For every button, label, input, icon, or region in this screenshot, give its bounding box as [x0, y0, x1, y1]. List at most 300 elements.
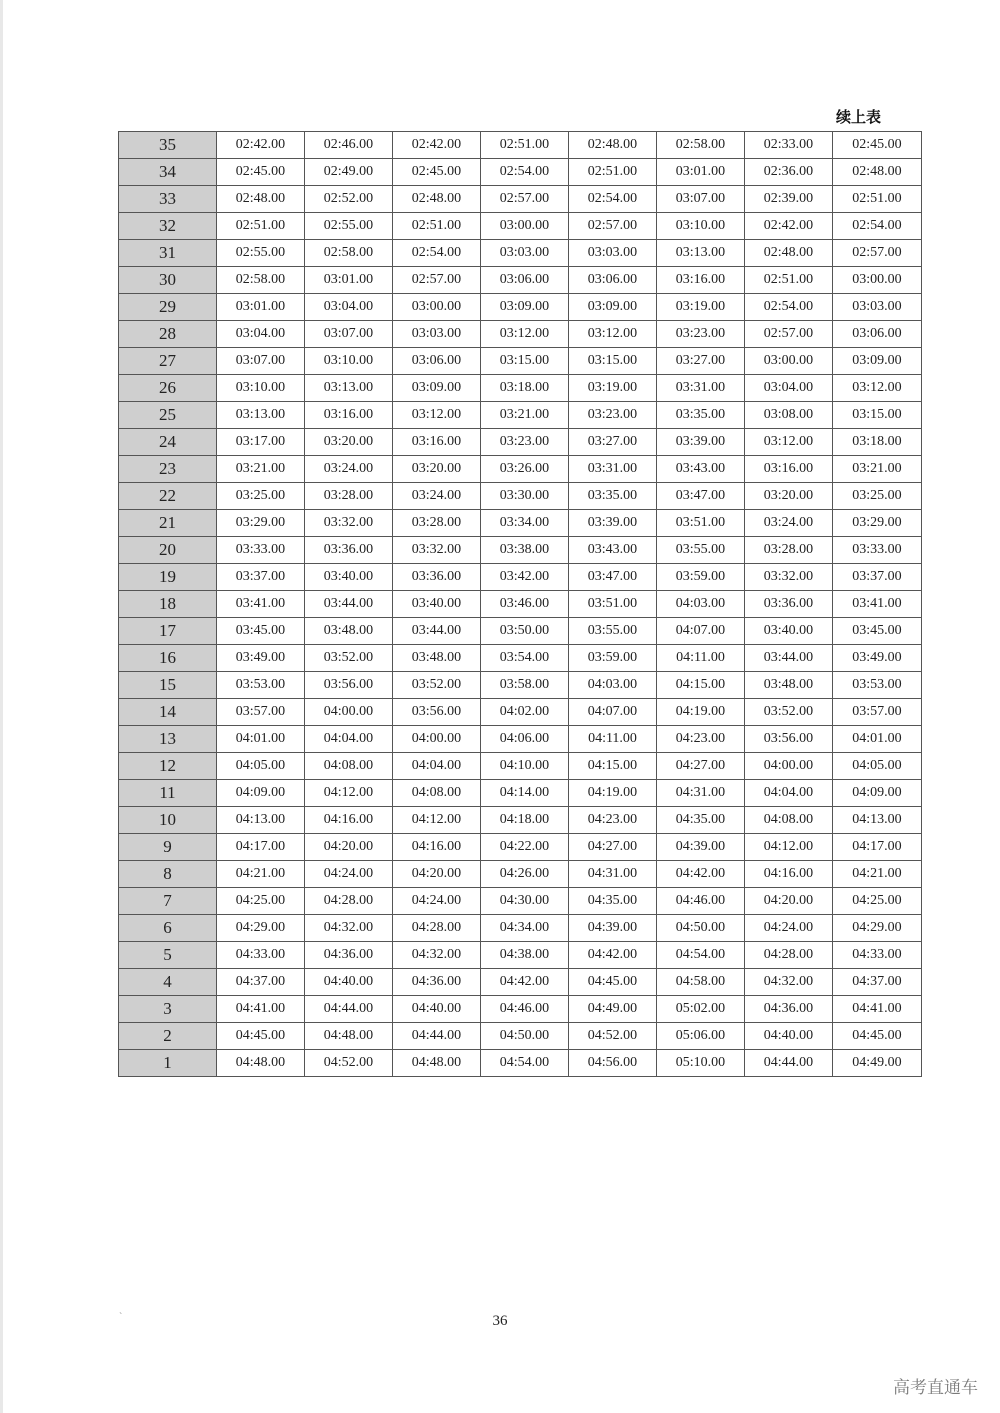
time-cell: 03:07.00: [217, 348, 305, 375]
time-cell: 03:20.00: [745, 483, 833, 510]
time-cell: 04:24.00: [393, 888, 481, 915]
table-row: [119, 537, 922, 564]
time-cell: 03:49.00: [217, 645, 305, 672]
time-cell: 03:09.00: [481, 294, 569, 321]
table-row: [119, 564, 922, 591]
score-cell: 10: [119, 807, 217, 834]
time-cell: 02:33.00: [745, 132, 833, 159]
time-cell: 04:00.00: [393, 726, 481, 753]
time-cell: 02:45.00: [393, 159, 481, 186]
time-cell: 04:45.00: [569, 969, 657, 996]
score-cell: 34: [119, 159, 217, 186]
time-cell: 03:40.00: [393, 591, 481, 618]
time-cell: 04:00.00: [745, 753, 833, 780]
table-row: [119, 456, 922, 483]
score-cell: 28: [119, 321, 217, 348]
score-cell: 25: [119, 402, 217, 429]
time-cell: 03:48.00: [305, 618, 393, 645]
score-table-body: [119, 132, 922, 1077]
time-cell: 03:28.00: [745, 537, 833, 564]
time-cell: 03:12.00: [745, 429, 833, 456]
score-cell: 26: [119, 375, 217, 402]
time-cell: 04:16.00: [393, 834, 481, 861]
time-cell: 04:18.00: [481, 807, 569, 834]
time-cell: 02:54.00: [745, 294, 833, 321]
time-cell: 04:52.00: [305, 1050, 393, 1077]
time-cell: 03:09.00: [569, 294, 657, 321]
time-cell: 03:21.00: [217, 456, 305, 483]
score-cell: 3: [119, 996, 217, 1023]
time-cell: 02:51.00: [569, 159, 657, 186]
time-cell: 04:16.00: [745, 861, 833, 888]
time-cell: 03:20.00: [393, 456, 481, 483]
time-cell: 03:06.00: [481, 267, 569, 294]
table-row: [119, 618, 922, 645]
time-cell: 04:36.00: [305, 942, 393, 969]
time-cell: 03:01.00: [217, 294, 305, 321]
time-cell: 03:55.00: [569, 618, 657, 645]
score-cell: 35: [119, 132, 217, 159]
time-cell: 03:41.00: [217, 591, 305, 618]
score-cell: 32: [119, 213, 217, 240]
time-cell: 02:39.00: [745, 186, 833, 213]
time-cell: 02:54.00: [481, 159, 569, 186]
time-cell: 04:13.00: [833, 807, 922, 834]
score-cell: 11: [119, 780, 217, 807]
time-cell: 04:20.00: [393, 861, 481, 888]
time-cell: 03:40.00: [745, 618, 833, 645]
time-cell: 03:57.00: [833, 699, 922, 726]
time-cell: 04:32.00: [305, 915, 393, 942]
time-cell: 02:55.00: [217, 240, 305, 267]
time-cell: 03:23.00: [657, 321, 745, 348]
time-cell: 03:01.00: [305, 267, 393, 294]
score-cell: 8: [119, 861, 217, 888]
time-cell: 03:27.00: [657, 348, 745, 375]
time-cell: 04:44.00: [745, 1050, 833, 1077]
time-cell: 04:24.00: [305, 861, 393, 888]
time-cell: 04:14.00: [481, 780, 569, 807]
time-cell: 02:48.00: [569, 132, 657, 159]
time-cell: 03:51.00: [569, 591, 657, 618]
time-cell: 02:48.00: [217, 186, 305, 213]
time-cell: 03:10.00: [305, 348, 393, 375]
time-cell: 02:49.00: [305, 159, 393, 186]
score-cell: 19: [119, 564, 217, 591]
time-cell: 03:12.00: [393, 402, 481, 429]
table-row: [119, 294, 922, 321]
score-cell: 7: [119, 888, 217, 915]
time-cell: 03:24.00: [305, 456, 393, 483]
time-cell: 03:47.00: [569, 564, 657, 591]
time-cell: 04:34.00: [481, 915, 569, 942]
time-cell: 04:36.00: [745, 996, 833, 1023]
time-cell: 03:24.00: [745, 510, 833, 537]
time-cell: 04:28.00: [305, 888, 393, 915]
time-cell: 03:24.00: [393, 483, 481, 510]
time-cell: 03:36.00: [305, 537, 393, 564]
time-cell: 03:32.00: [305, 510, 393, 537]
time-cell: 04:03.00: [657, 591, 745, 618]
time-cell: 04:31.00: [569, 861, 657, 888]
time-cell: 03:25.00: [833, 483, 922, 510]
time-cell: 03:56.00: [745, 726, 833, 753]
time-cell: 03:53.00: [833, 672, 922, 699]
time-cell: 02:48.00: [393, 186, 481, 213]
time-cell: 04:41.00: [833, 996, 922, 1023]
time-cell: 02:45.00: [217, 159, 305, 186]
table-row: [119, 483, 922, 510]
time-cell: 04:04.00: [745, 780, 833, 807]
time-cell: 03:45.00: [833, 618, 922, 645]
table-row: [119, 402, 922, 429]
time-cell: 04:20.00: [745, 888, 833, 915]
table-row: [119, 213, 922, 240]
time-cell: 03:00.00: [393, 294, 481, 321]
time-cell: 04:35.00: [569, 888, 657, 915]
score-cell: 13: [119, 726, 217, 753]
score-cell: 31: [119, 240, 217, 267]
time-cell: 04:20.00: [305, 834, 393, 861]
time-cell: 04:56.00: [569, 1050, 657, 1077]
time-cell: 03:30.00: [481, 483, 569, 510]
time-cell: 04:52.00: [569, 1023, 657, 1050]
page-edge: [0, 0, 3, 1413]
time-cell: 03:20.00: [305, 429, 393, 456]
time-cell: 03:51.00: [657, 510, 745, 537]
time-cell: 03:36.00: [745, 591, 833, 618]
time-cell: 03:32.00: [745, 564, 833, 591]
time-cell: 04:19.00: [657, 699, 745, 726]
stray-mark: `: [119, 1312, 123, 1323]
time-cell: 03:15.00: [833, 402, 922, 429]
time-cell: 03:37.00: [833, 564, 922, 591]
table-row: [119, 321, 922, 348]
time-cell: 03:38.00: [481, 537, 569, 564]
table-row: [119, 996, 922, 1023]
time-cell: 03:16.00: [305, 402, 393, 429]
time-cell: 04:38.00: [481, 942, 569, 969]
time-cell: 04:32.00: [745, 969, 833, 996]
time-cell: 04:05.00: [217, 753, 305, 780]
time-cell: 03:49.00: [833, 645, 922, 672]
time-cell: 04:40.00: [745, 1023, 833, 1050]
score-cell: 12: [119, 753, 217, 780]
score-cell: 15: [119, 672, 217, 699]
time-cell: 04:08.00: [305, 753, 393, 780]
time-cell: 04:13.00: [217, 807, 305, 834]
time-cell: 04:02.00: [481, 699, 569, 726]
time-cell: 02:55.00: [305, 213, 393, 240]
time-cell: 03:52.00: [745, 699, 833, 726]
time-cell: 04:12.00: [393, 807, 481, 834]
table-row: [119, 861, 922, 888]
time-cell: 04:39.00: [569, 915, 657, 942]
time-cell: 03:29.00: [217, 510, 305, 537]
time-cell: 04:10.00: [481, 753, 569, 780]
time-cell: 02:52.00: [305, 186, 393, 213]
time-cell: 04:21.00: [217, 861, 305, 888]
time-cell: 03:16.00: [393, 429, 481, 456]
time-cell: 04:24.00: [745, 915, 833, 942]
time-cell: 03:57.00: [217, 699, 305, 726]
table-row: [119, 267, 922, 294]
time-cell: 03:06.00: [393, 348, 481, 375]
time-cell: 03:55.00: [657, 537, 745, 564]
time-cell: 03:56.00: [393, 699, 481, 726]
score-cell: 2: [119, 1023, 217, 1050]
time-cell: 04:08.00: [745, 807, 833, 834]
time-cell: 04:00.00: [305, 699, 393, 726]
time-cell: 04:09.00: [217, 780, 305, 807]
score-cell: 33: [119, 186, 217, 213]
time-cell: 03:54.00: [481, 645, 569, 672]
time-cell: 03:09.00: [393, 375, 481, 402]
time-cell: 04:06.00: [481, 726, 569, 753]
time-cell: 03:32.00: [393, 537, 481, 564]
time-cell: 04:54.00: [481, 1050, 569, 1077]
time-cell: 03:10.00: [217, 375, 305, 402]
time-cell: 04:46.00: [481, 996, 569, 1023]
time-cell: 04:41.00: [217, 996, 305, 1023]
time-cell: 03:04.00: [745, 375, 833, 402]
time-cell: 04:11.00: [569, 726, 657, 753]
table-row: [119, 348, 922, 375]
time-cell: 03:23.00: [569, 402, 657, 429]
score-cell: 5: [119, 942, 217, 969]
score-cell: 29: [119, 294, 217, 321]
table-row: [119, 645, 922, 672]
time-cell: 03:06.00: [833, 321, 922, 348]
time-cell: 04:37.00: [217, 969, 305, 996]
time-cell: 04:40.00: [305, 969, 393, 996]
time-cell: 03:00.00: [745, 348, 833, 375]
table-row: [119, 807, 922, 834]
time-cell: 02:45.00: [833, 132, 922, 159]
time-cell: 03:47.00: [657, 483, 745, 510]
time-cell: 04:35.00: [657, 807, 745, 834]
time-cell: 03:48.00: [393, 645, 481, 672]
time-cell: 04:11.00: [657, 645, 745, 672]
time-cell: 03:59.00: [569, 645, 657, 672]
time-cell: 03:23.00: [481, 429, 569, 456]
time-cell: 03:36.00: [393, 564, 481, 591]
time-cell: 04:26.00: [481, 861, 569, 888]
score-cell: 23: [119, 456, 217, 483]
time-cell: 02:36.00: [745, 159, 833, 186]
time-cell: 04:08.00: [393, 780, 481, 807]
time-cell: 03:04.00: [217, 321, 305, 348]
time-cell: 03:03.00: [393, 321, 481, 348]
time-cell: 02:58.00: [217, 267, 305, 294]
time-cell: 04:58.00: [657, 969, 745, 996]
time-cell: 02:42.00: [745, 213, 833, 240]
time-cell: 03:44.00: [745, 645, 833, 672]
time-cell: 04:44.00: [393, 1023, 481, 1050]
time-cell: 04:48.00: [217, 1050, 305, 1077]
time-cell: 02:42.00: [393, 132, 481, 159]
time-cell: 03:09.00: [833, 348, 922, 375]
time-cell: 02:51.00: [481, 132, 569, 159]
time-cell: 03:58.00: [481, 672, 569, 699]
page-number: 36: [492, 1313, 508, 1329]
time-cell: 04:39.00: [657, 834, 745, 861]
time-cell: 04:01.00: [833, 726, 922, 753]
time-cell: 03:59.00: [657, 564, 745, 591]
score-table: [118, 131, 922, 1077]
time-cell: 04:22.00: [481, 834, 569, 861]
table-row: [119, 132, 922, 159]
time-cell: 02:48.00: [833, 159, 922, 186]
time-cell: 04:50.00: [657, 915, 745, 942]
time-cell: 03:03.00: [481, 240, 569, 267]
time-cell: 04:23.00: [569, 807, 657, 834]
time-cell: 04:12.00: [305, 780, 393, 807]
table-row: [119, 240, 922, 267]
time-cell: 02:46.00: [305, 132, 393, 159]
time-cell: 04:49.00: [833, 1050, 922, 1077]
table-row: [119, 834, 922, 861]
time-cell: 04:46.00: [657, 888, 745, 915]
time-cell: 02:51.00: [745, 267, 833, 294]
time-cell: 04:15.00: [657, 672, 745, 699]
time-cell: 03:00.00: [481, 213, 569, 240]
score-cell: 30: [119, 267, 217, 294]
table-row: [119, 888, 922, 915]
time-cell: 04:07.00: [657, 618, 745, 645]
time-cell: 02:54.00: [393, 240, 481, 267]
table-row: [119, 915, 922, 942]
time-cell: 03:43.00: [657, 456, 745, 483]
time-cell: 03:28.00: [305, 483, 393, 510]
time-cell: 02:57.00: [481, 186, 569, 213]
time-cell: 04:27.00: [657, 753, 745, 780]
time-cell: 03:19.00: [657, 294, 745, 321]
time-cell: 03:34.00: [481, 510, 569, 537]
score-cell: 24: [119, 429, 217, 456]
time-cell: 04:36.00: [393, 969, 481, 996]
time-cell: 04:44.00: [305, 996, 393, 1023]
table-row: [119, 969, 922, 996]
time-cell: 04:21.00: [833, 861, 922, 888]
time-cell: 03:21.00: [481, 402, 569, 429]
time-cell: 03:13.00: [217, 402, 305, 429]
score-cell: 6: [119, 915, 217, 942]
time-cell: 03:48.00: [745, 672, 833, 699]
table-continued-caption: 续上表: [836, 108, 882, 126]
time-cell: 04:28.00: [393, 915, 481, 942]
time-cell: 03:07.00: [305, 321, 393, 348]
time-cell: 04:23.00: [657, 726, 745, 753]
table-row: [119, 672, 922, 699]
time-cell: 04:03.00: [569, 672, 657, 699]
time-cell: 03:16.00: [745, 456, 833, 483]
time-cell: 03:04.00: [305, 294, 393, 321]
table-row: [119, 780, 922, 807]
time-cell: 03:03.00: [569, 240, 657, 267]
time-cell: 03:10.00: [657, 213, 745, 240]
time-cell: 03:42.00: [481, 564, 569, 591]
time-cell: 03:25.00: [217, 483, 305, 510]
time-cell: 04:25.00: [833, 888, 922, 915]
time-cell: 02:54.00: [569, 186, 657, 213]
time-cell: 03:16.00: [657, 267, 745, 294]
time-cell: 03:00.00: [833, 267, 922, 294]
time-cell: 04:28.00: [745, 942, 833, 969]
time-cell: 03:08.00: [745, 402, 833, 429]
time-cell: 04:50.00: [481, 1023, 569, 1050]
time-cell: 03:53.00: [217, 672, 305, 699]
table-row: [119, 942, 922, 969]
time-cell: 03:13.00: [657, 240, 745, 267]
score-cell: 16: [119, 645, 217, 672]
time-cell: 03:41.00: [833, 591, 922, 618]
time-cell: 04:05.00: [833, 753, 922, 780]
table-row: [119, 699, 922, 726]
time-cell: 03:15.00: [481, 348, 569, 375]
time-cell: 03:12.00: [833, 375, 922, 402]
time-cell: 03:18.00: [481, 375, 569, 402]
score-cell: 20: [119, 537, 217, 564]
table-row: [119, 510, 922, 537]
time-cell: 03:44.00: [305, 591, 393, 618]
time-cell: 04:30.00: [481, 888, 569, 915]
time-cell: 04:42.00: [481, 969, 569, 996]
time-cell: 04:25.00: [217, 888, 305, 915]
time-cell: 03:31.00: [657, 375, 745, 402]
table-row: [119, 186, 922, 213]
time-cell: 04:32.00: [393, 942, 481, 969]
time-cell: 03:39.00: [657, 429, 745, 456]
time-cell: 03:35.00: [569, 483, 657, 510]
time-cell: 04:07.00: [569, 699, 657, 726]
time-cell: 03:13.00: [305, 375, 393, 402]
score-cell: 18: [119, 591, 217, 618]
time-cell: 04:01.00: [217, 726, 305, 753]
time-cell: 03:07.00: [657, 186, 745, 213]
time-cell: 03:19.00: [569, 375, 657, 402]
score-cell: 17: [119, 618, 217, 645]
time-cell: 04:33.00: [217, 942, 305, 969]
time-cell: 02:54.00: [833, 213, 922, 240]
time-cell: 03:45.00: [217, 618, 305, 645]
time-cell: 03:31.00: [569, 456, 657, 483]
time-cell: 02:48.00: [745, 240, 833, 267]
time-cell: 03:01.00: [657, 159, 745, 186]
time-cell: 03:27.00: [569, 429, 657, 456]
score-cell: 22: [119, 483, 217, 510]
table-row: [119, 1023, 922, 1050]
time-cell: 02:51.00: [833, 186, 922, 213]
time-cell: 04:19.00: [569, 780, 657, 807]
time-cell: 03:17.00: [217, 429, 305, 456]
time-cell: 03:12.00: [481, 321, 569, 348]
time-cell: 02:51.00: [217, 213, 305, 240]
score-cell: 27: [119, 348, 217, 375]
watermark: 高考直通车: [893, 1378, 978, 1398]
time-cell: 04:54.00: [657, 942, 745, 969]
time-cell: 03:37.00: [217, 564, 305, 591]
time-cell: 03:26.00: [481, 456, 569, 483]
time-cell: 04:31.00: [657, 780, 745, 807]
time-cell: 04:29.00: [833, 915, 922, 942]
time-cell: 04:37.00: [833, 969, 922, 996]
time-cell: 04:45.00: [217, 1023, 305, 1050]
time-cell: 03:52.00: [305, 645, 393, 672]
table-row: [119, 429, 922, 456]
time-cell: 05:02.00: [657, 996, 745, 1023]
table-row: [119, 753, 922, 780]
